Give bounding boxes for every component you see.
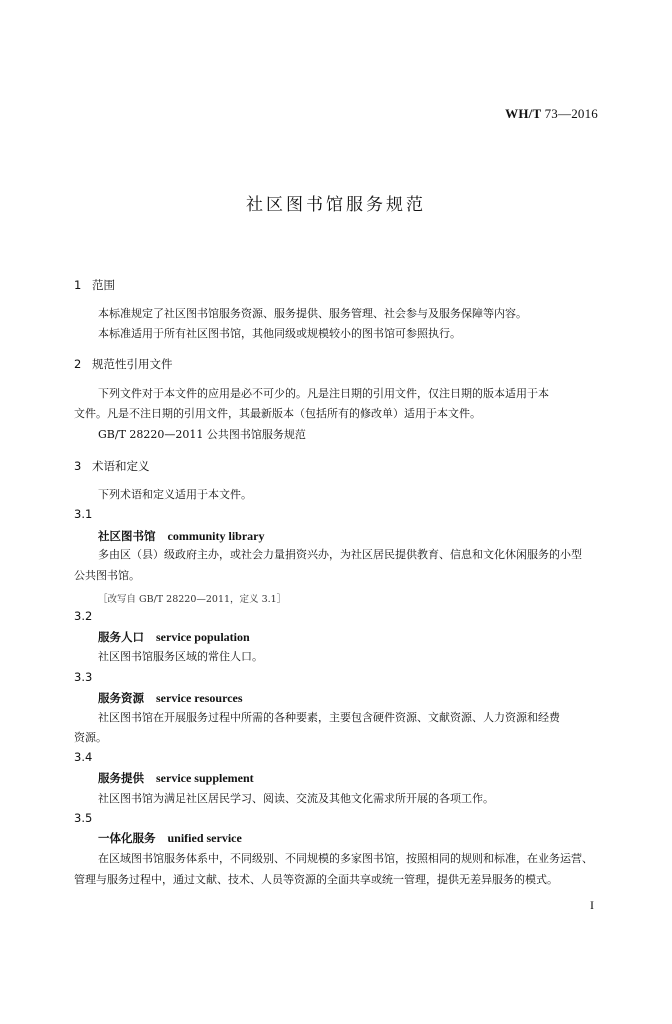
term-heading bbox=[98, 690, 243, 706]
standard-code bbox=[505, 106, 598, 122]
standard-code-number: 73—2016 bbox=[544, 106, 598, 121]
term-definition: 多由区（县）级政府主办，或社会力量捐资兴办，为社区居民提供教育、信息和文化休闲服务的小型 bbox=[98, 548, 582, 561]
term-number: 3.2 bbox=[74, 609, 93, 623]
term-zh: 服务人口 bbox=[98, 630, 144, 644]
term-en: service supplement bbox=[156, 771, 254, 785]
term-definition: 社区图书馆服务区域的常住人口。 bbox=[98, 650, 263, 663]
term-heading bbox=[98, 629, 250, 645]
term-number: 3.1 bbox=[74, 507, 93, 521]
section-number: 2 bbox=[74, 357, 82, 371]
section-title: 术语和定义 bbox=[92, 459, 150, 473]
term-number: 3.3 bbox=[74, 670, 93, 684]
section-heading-terms bbox=[74, 458, 150, 474]
section-title: 范围 bbox=[92, 278, 115, 292]
term-heading bbox=[98, 830, 242, 846]
normative-reference: GB/T 28220—2011 公共图书馆服务规范 bbox=[98, 428, 306, 441]
term-number: 3.5 bbox=[74, 811, 93, 825]
term-zh: 服务资源 bbox=[98, 691, 144, 705]
normative-line-2: 文件。凡是不注日期的引用文件，其最新版本（包括所有的修改单）适用于本文件。 bbox=[74, 407, 481, 420]
scope-paragraph-1: 本标准规定了社区图书馆服务资源、服务提供、服务管理、社会参与及服务保障等内容。 bbox=[98, 307, 527, 320]
standard-code-prefix: WH/T bbox=[505, 106, 542, 121]
term-en: service population bbox=[156, 630, 250, 644]
term-zh: 社区图书馆 bbox=[98, 529, 156, 543]
term-definition: 在区域图书馆服务体系中，不同级别、不同规模的多家图书馆，按照相同的规则和标准，在业务运营、 bbox=[98, 852, 593, 865]
section-heading-scope bbox=[74, 277, 115, 293]
section-heading-normative bbox=[74, 356, 173, 372]
terms-intro: 下列术语和定义适用于本文件。 bbox=[98, 488, 252, 501]
term-source-note: ［改写自 GB/T 28220—2011，定义 3.1］ bbox=[98, 594, 287, 605]
term-en: unified service bbox=[167, 831, 242, 845]
page-number: I bbox=[590, 898, 594, 912]
term-definition: 社区图书馆在开展服务过程中所需的各种要素，主要包含硬件资源、文献资源、人力资源和经费 bbox=[98, 711, 560, 724]
term-definition-cont: 资源。 bbox=[74, 731, 107, 744]
term-number: 3.4 bbox=[74, 750, 93, 764]
document-title: 社区图书馆服务规范 bbox=[246, 195, 426, 215]
term-en: service resources bbox=[156, 691, 243, 705]
section-title: 规范性引用文件 bbox=[92, 357, 173, 371]
term-zh: 一体化服务 bbox=[98, 831, 156, 845]
term-definition: 社区图书馆为满足社区居民学习、阅读、交流及其他文化需求所开展的各项工作。 bbox=[98, 792, 494, 805]
term-heading bbox=[98, 528, 265, 544]
scope-paragraph-2: 本标准适用于所有社区图书馆，其他同级或规模较小的图书馆可参照执行。 bbox=[98, 327, 461, 340]
term-zh: 服务提供 bbox=[98, 771, 144, 785]
term-definition-cont: 管理与服务过程中，通过文献、技术、人员等资源的全面共享或统一管理，提供无差异服务的模式。 bbox=[74, 873, 558, 886]
term-definition-cont: 公共图书馆。 bbox=[74, 569, 140, 582]
section-number: 1 bbox=[74, 278, 82, 292]
section-number: 3 bbox=[74, 459, 82, 473]
normative-line-1: 下列文件对于本文件的应用是必不可少的。凡是注日期的引用文件，仅注日期的版本适用于本 bbox=[98, 387, 549, 400]
term-en: community library bbox=[167, 529, 265, 543]
term-heading bbox=[98, 770, 254, 786]
